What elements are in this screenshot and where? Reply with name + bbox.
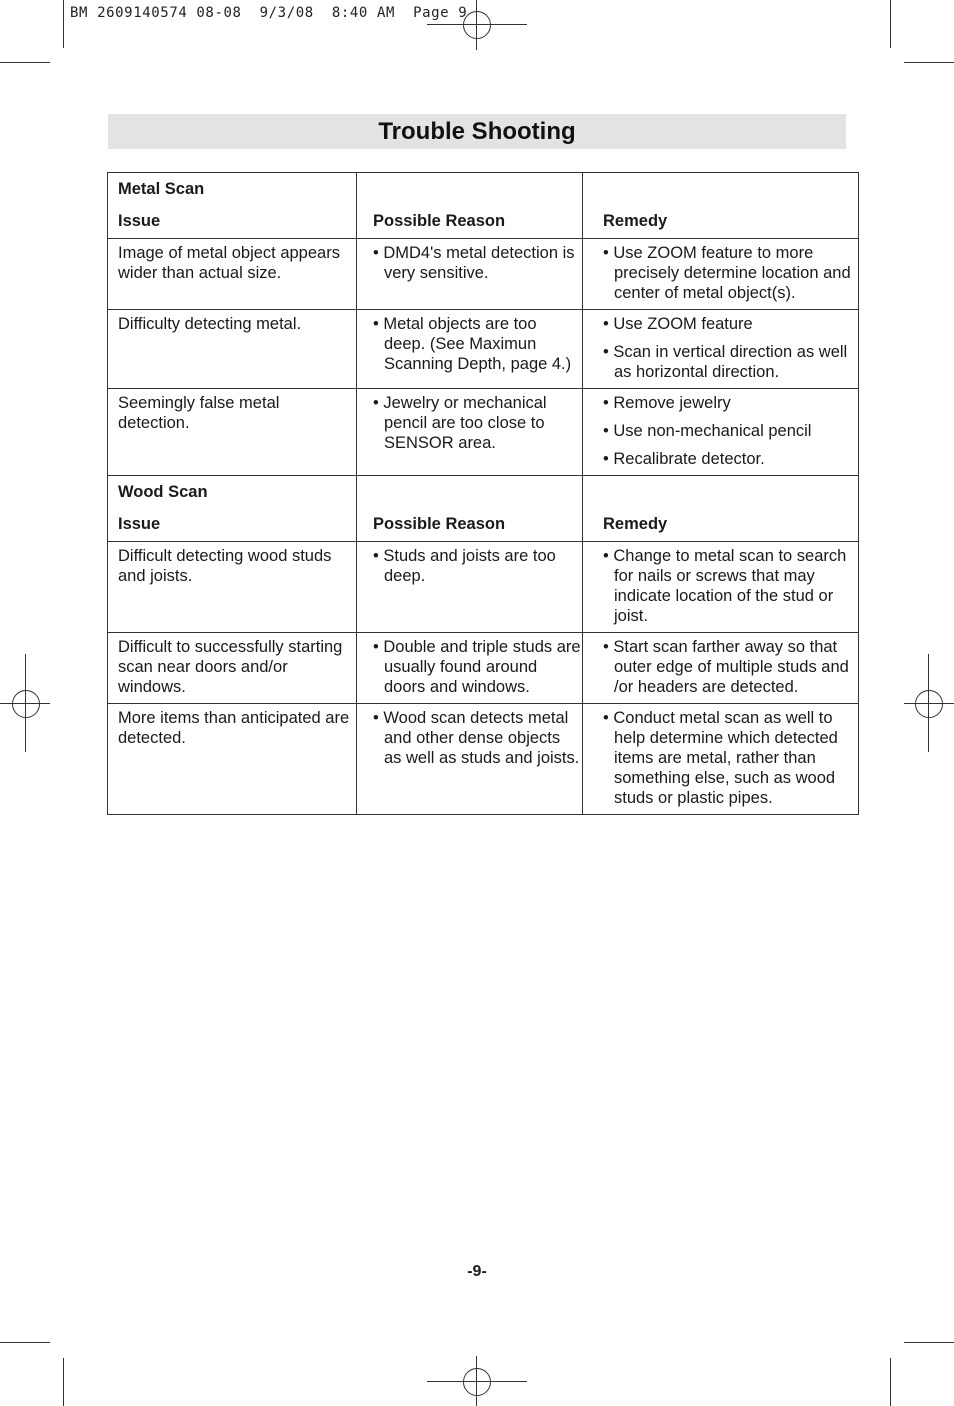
crop-mark: [890, 1358, 891, 1406]
issue-cell: Image of metal object appears wider than actual size.: [108, 239, 357, 310]
remedy-item: • Change to metal scan to search for nails or screws that may indicate location of the stud or joist.: [603, 547, 847, 625]
reason-item: • Wood scan detects metal and other dense objects as well as studs and joists.: [373, 709, 580, 767]
issue-cell: Difficulty detecting metal.: [108, 310, 357, 389]
crop-mark: [63, 1358, 64, 1406]
remedy-cell: [583, 633, 859, 704]
remedy-cell: [583, 389, 859, 476]
section-title: Wood Scan: [108, 476, 357, 509]
reason-item: • Studs and joists are too deep.: [373, 547, 556, 585]
column-header-issue: Issue: [108, 205, 357, 239]
remedy-cell: [583, 542, 859, 633]
column-header-remedy: Remedy: [583, 205, 859, 239]
issue-cell: Seemingly false metal detection.: [108, 389, 357, 476]
column-header-issue: Issue: [108, 508, 357, 542]
reason-item: • Metal objects are too deep. (See Maximun Scanning Depth, page 4.): [373, 315, 572, 373]
remedy-cell: [583, 704, 859, 815]
column-header-remedy: Remedy: [583, 508, 859, 542]
remedy-item: • Use ZOOM feature to more precisely determine location and center of metal object(s).: [603, 244, 851, 302]
section-row-wood-scan: [108, 476, 859, 509]
reason-cell: [357, 542, 583, 633]
registration-circle: [915, 690, 943, 718]
remedy-cell: [583, 239, 859, 310]
remedy-item: • Scan in vertical direction as well as horizontal direction.: [603, 343, 848, 381]
registration-circle: [463, 1368, 491, 1396]
column-header-reason: Possible Reason: [357, 205, 583, 239]
table-row: [108, 239, 859, 310]
table-row: [108, 633, 859, 704]
registration-circle: [463, 11, 491, 39]
section-title: Metal Scan: [108, 173, 357, 206]
remedy-item: • Conduct metal scan as well to help determine which detected items are metal, rather than something else, such as wood studs or plastic pipes.: [603, 709, 838, 807]
column-header-reason: Possible Reason: [357, 508, 583, 542]
remedy-cell: [583, 310, 859, 389]
table-row: [108, 310, 859, 389]
reason-cell: [357, 310, 583, 389]
reason-cell: [357, 704, 583, 815]
section-row-metal-scan: [108, 173, 859, 206]
reason-item: • Jewelry or mechanical pencil are too close to SENSOR area.: [373, 394, 547, 452]
crop-mark: [904, 62, 954, 63]
crop-mark: [0, 1342, 50, 1343]
crop-mark: [63, 0, 64, 48]
crop-mark: [0, 62, 50, 63]
reason-item: • Double and triple studs are usually found around doors and windows.: [373, 638, 581, 696]
troubleshooting-table: [107, 172, 859, 815]
reason-cell: [357, 389, 583, 476]
remedy-item: • Start scan farther away so that outer edge of multiple studs and /or headers are detected.: [603, 638, 849, 696]
remedy-item: • Recalibrate detector.: [603, 450, 765, 468]
remedy-item: • Use non-mechanical pencil: [603, 422, 812, 440]
reason-cell: [357, 239, 583, 310]
table-row: [108, 389, 859, 476]
page-number: -9-: [467, 1263, 487, 1280]
issue-cell: Difficult detecting wood studs and joists.: [108, 542, 357, 633]
print-slug: BM 2609140574 08-08 9/3/08 8:40 AM Page 9: [70, 5, 468, 21]
issue-cell: Difficult to successfully starting scan near doors and/or windows.: [108, 633, 357, 704]
table-row: [108, 542, 859, 633]
registration-circle: [12, 690, 40, 718]
issue-cell: More items than anticipated are detected.: [108, 704, 357, 815]
reason-item: • DMD4's metal detection is very sensitive.: [373, 244, 575, 282]
header-row: [108, 508, 859, 542]
title-bar: [108, 114, 846, 149]
remedy-item: • Use ZOOM feature: [603, 315, 753, 333]
page-title: Trouble Shooting: [378, 118, 576, 145]
crop-mark: [890, 0, 891, 48]
header-row: [108, 205, 859, 239]
reason-cell: [357, 633, 583, 704]
crop-mark: [904, 1342, 954, 1343]
remedy-item: • Remove jewelry: [603, 394, 731, 412]
table-row: [108, 704, 859, 815]
